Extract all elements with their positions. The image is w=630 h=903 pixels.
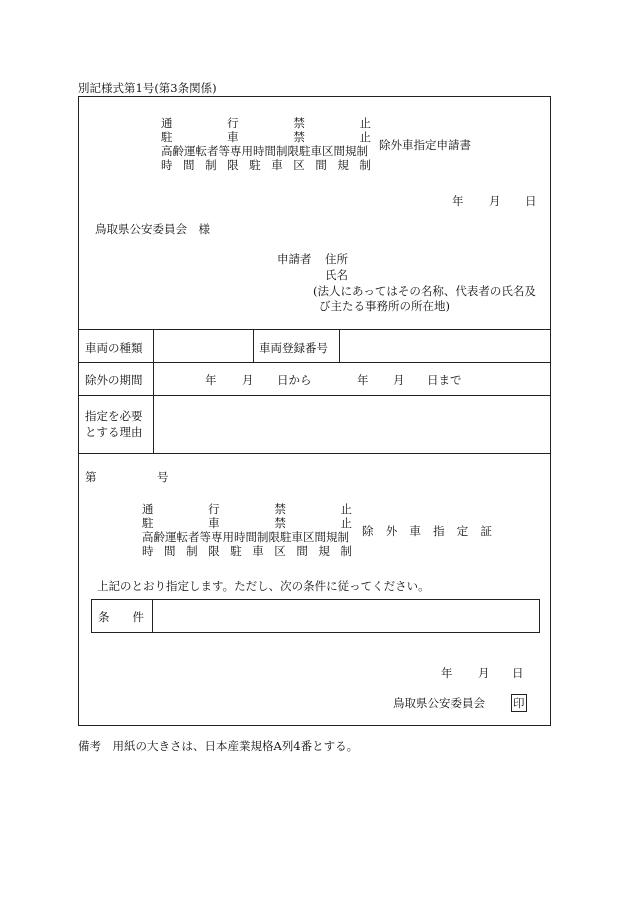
title-line-time-limited-parking: 時 間 制 限 駐 車 区 間 規 制 [142,544,352,558]
certificate-number-suffix: 号 [157,470,169,484]
title-line-parking-prohibited: 駐 車 禁 止 [161,130,371,144]
exemption-period-label: 除外の期間 [85,373,143,387]
corporate-note-line-2: び主たる事務所の所在地) [319,299,450,313]
addressee: 鳥取県公安委員会 様 [95,222,210,236]
application-title-suffix: 除外車指定申請書 [379,138,471,152]
period-from-month: 月 [242,373,254,387]
period-to-month: 月 [393,373,405,387]
reason-label-line-1: 指定を必要 [85,409,143,423]
title-line-parking-prohibited: 駐 車 禁 止 [142,516,352,530]
certificate-title-block [142,501,352,557]
issuer: 鳥取県公安委員会 [393,696,485,710]
title-line-elderly-parking: 高齢運転者等専用時間制限駐車区間規制 [142,530,349,544]
period-from-year: 年 [205,373,217,387]
conditions-divider [152,600,153,632]
divider [79,329,550,330]
certificate-title-suffix: 除 外 車 指 定 証 [362,524,492,538]
period-to-day: 日まで [427,373,462,387]
title-line-time-limited-parking: 時 間 制 限 駐 車 区 間 規 制 [161,158,371,172]
label-column-divider [153,329,154,453]
corporate-note-line-1: (法人にあってはその名称、代表者の氏名及 [313,284,536,298]
registration-number-label: 車両登録番号 [259,341,328,355]
conditions-label: 条 件 [98,610,144,624]
title-line-traffic-prohibited: 通 行 禁 止 [161,116,371,130]
title-line-elderly-parking: 高齢運転者等専用時間制限駐車区間規制 [161,144,368,158]
certificate-date-month: 月 [478,666,490,680]
remark: 備考 用紙の大きさは、日本産業規格A列4番とする。 [78,739,359,753]
title-line-traffic-prohibited: 通 行 禁 止 [142,502,352,516]
address-label: 住所 [325,252,348,266]
certificate-date-year: 年 [441,666,453,680]
seal-mark: 印 [513,696,525,710]
application-title-block [161,115,371,171]
divider [79,395,550,396]
applicant-label: 申請者 [277,252,312,266]
form-caption: 別記様式第1号(第3条関係) [78,81,217,95]
application-date-year: 年 [452,194,464,208]
name-label: 氏名 [325,268,348,282]
reason-label-line-2: とする理由 [85,425,143,439]
divider [79,362,550,363]
application-date-month: 月 [489,194,501,208]
certificate-date-day: 日 [512,666,524,680]
divider [253,329,254,362]
divider [339,329,340,362]
certificate-statement: 上記のとおり指定します。ただし、次の条件に従ってください。 [97,579,430,593]
period-from-day: 日から [277,373,312,387]
period-to-year: 年 [357,373,369,387]
vehicle-type-label: 車両の種類 [85,341,143,355]
certificate-number-prefix: 第 [85,470,97,484]
conditions-box [91,599,540,633]
application-date-day: 日 [525,194,537,208]
application-form [78,96,551,726]
certificate-divider [79,453,550,454]
